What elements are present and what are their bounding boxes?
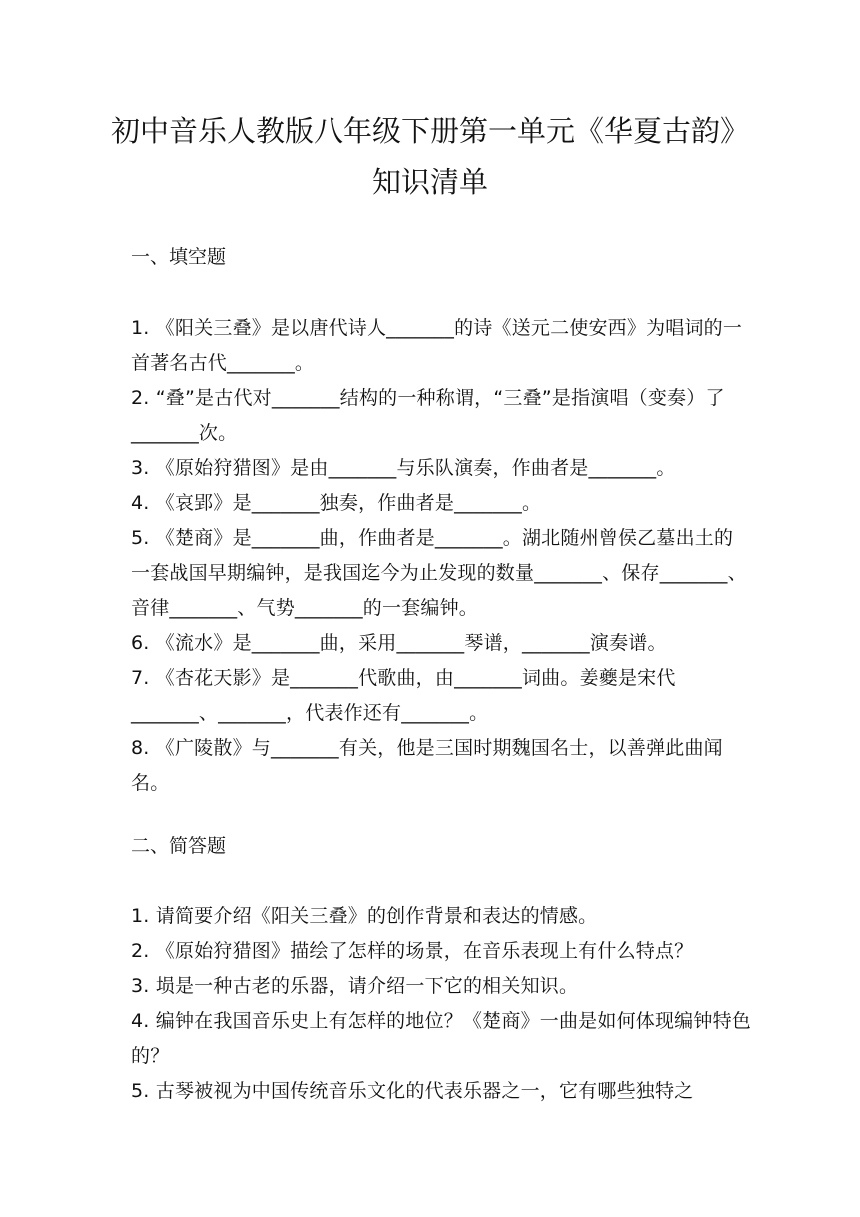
question-item: 7. 《杏花天影》是_______代歌曲，由_______词曲。姜夔是宋代_______、_______，代表作还有_______。 bbox=[131, 667, 676, 724]
question-item: 6. 《流水》是_______曲，采用_______琴谱，_______演奏谱。 bbox=[131, 632, 667, 654]
question-item: 8. 《广陵散》与_______有关，他是三国时期魏国名士，以善弹此曲闻名。 bbox=[131, 737, 723, 794]
document-title-line-2: 知识清单 bbox=[371, 165, 488, 199]
question-item: 3. 埙是一种古老的乐器，请介绍一下它的相关知识。 bbox=[131, 975, 579, 997]
question-item: 2. “叠”是古代对_______结构的一种称谓，“三叠”是指演唱（变奏）了_______次。 bbox=[131, 387, 725, 444]
question-item: 4. 《哀郢》是_______独奏，作曲者是_______。 bbox=[131, 492, 542, 514]
question-item: 1. 《阳关三叠》是以唐代诗人_______的诗《送元二使安西》为唱词的一首著名古代_______。 bbox=[131, 317, 743, 374]
question-item: 3. 《原始狩猎图》是由_______与乐队演奏，作曲者是_______。 bbox=[131, 457, 676, 479]
question-item: 2. 《原始狩猎图》描绘了怎样的场景，在音乐表现上有什么特点？ bbox=[131, 940, 694, 962]
section-heading-fill-in: 一、填空题 bbox=[131, 246, 227, 268]
fill-in-question-list bbox=[131, 311, 751, 801]
short-answer-question-list bbox=[131, 899, 751, 1109]
question-item: 5. 古琴被视为中国传统音乐文化的代表乐器之一，它有哪些独特之 bbox=[131, 1080, 694, 1102]
question-item: 4. 编钟在我国音乐史上有怎样的地位？《楚商》一曲是如何体现编钟特色的？ bbox=[131, 1010, 751, 1067]
question-item: 1. 请简要介绍《阳关三叠》的创作背景和表达的情感。 bbox=[131, 905, 598, 927]
document-title-line-1: 初中音乐人教版八年级下册第一单元《华夏古韵》 bbox=[110, 114, 749, 148]
question-item: 5. 《楚商》是_______曲，作曲者是_______。湖北随州曾侯乙墓出土的一套战国早期编钟，是我国迄今为止发现的数量_______、保存_______、音律_______、气势_______的一套编钟。 bbox=[131, 527, 747, 619]
section-heading-short-answer: 二、简答题 bbox=[131, 835, 227, 857]
